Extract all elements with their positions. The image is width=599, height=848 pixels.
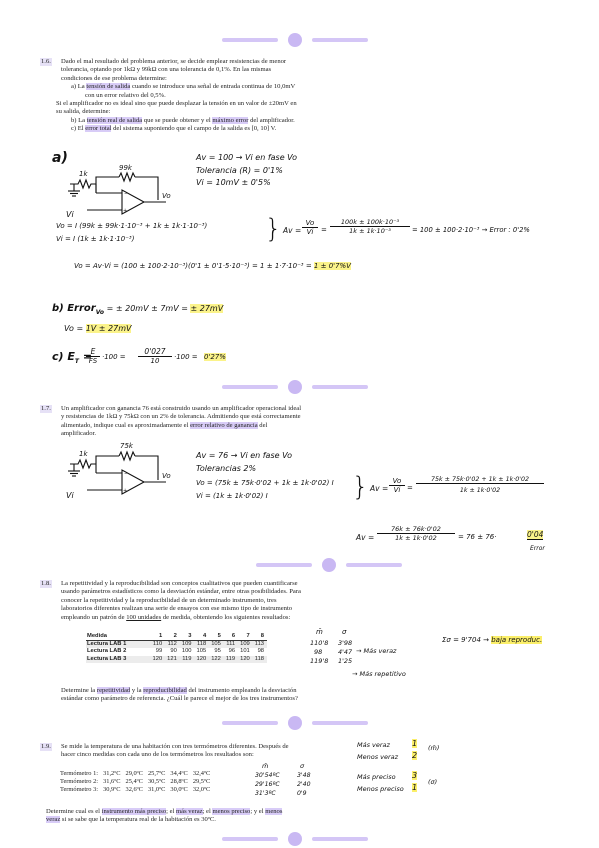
av2-fraction: 76k ± 76k·0'02 1k ± 1k·0'02 <box>377 525 455 542</box>
problem-text: conocer la repetitividad y la reproducibilidad de un determinado instrumento, tres <box>61 596 277 604</box>
resistor-label-75k: 75k <box>120 442 133 450</box>
note-more-repetitive: → Más repetitivo <box>352 670 406 678</box>
mean-lab3: 119'8 <box>310 657 329 665</box>
problem-note: su salida, determine: <box>56 108 111 116</box>
resistor-label-99k: 99k <box>119 164 132 172</box>
problem-text: amplificador. <box>61 430 96 438</box>
table-header-row: Medida 1 2 3 4 5 6 7 8 <box>86 633 267 641</box>
rank-label: Más veraz <box>357 741 390 749</box>
table-row: Lectura LAB 3 120 121 119 120 122 119 120 118 <box>86 656 267 663</box>
answer-b-vo: Vo = 1V ± 27mV <box>64 324 132 333</box>
answer-b: b) Error$_{Vo}$ = ± 20mV ± 7mV = ± 27mV <box>52 303 224 316</box>
measurement-table <box>86 633 267 663</box>
sigma-lab2: 4'47 <box>338 648 353 656</box>
question-b: b) La tensión real de salida que se puede obtener y el máximo error del amplificador. <box>71 116 295 124</box>
sigma-lab1: 3'98 <box>338 639 353 647</box>
rank-value: 1 <box>412 739 418 748</box>
mean-t1: 30'54ºC <box>255 772 280 779</box>
table-row: Termómetro 1: 31,2ºC 29,0ºC 25,7ºC 34,4ºC 32,4ºC <box>60 770 211 777</box>
equation-vi: Vi = I (1k ± 1k·1·10⁻³) <box>56 235 135 243</box>
note-tolerance: Tolerancia (R) = 0'1% <box>196 166 283 175</box>
problem-text: La repetitividad y la reproducibilidad son conceptos cualitativos que pueden cuantificarse <box>61 580 298 587</box>
av-fraction: Vo Vi <box>302 219 318 236</box>
sigma-t1: 3'48 <box>297 772 311 779</box>
problem-text: condiciones de ese problema determine: <box>61 74 167 82</box>
av-label: Av = <box>370 484 389 493</box>
question-c: c) El error total del sistema suponiendo que el campo de la salida es [0, 10] V. <box>71 125 277 133</box>
col-sigma-label: σ <box>342 628 347 636</box>
section-divider <box>222 33 372 47</box>
equation-vo: Vo = I (99k ± 99k·1·10⁻³ + 1k ± 1k·1·10⁻³) <box>56 222 208 230</box>
section-divider <box>256 558 406 572</box>
mean-t2: 29'16ºC <box>255 781 280 788</box>
label-vo: Vo <box>162 472 171 480</box>
equation-vo: Vo = (75k ± 75k·0'02 + 1k ± 1k·0'02) I <box>196 479 334 487</box>
brace: } <box>352 472 369 502</box>
label-vi: Vi <box>66 491 74 500</box>
label-vo: Vo <box>162 192 171 200</box>
col-sigma-label: σ <box>300 762 305 770</box>
note-tolerance: Tolerancias 2% <box>196 464 257 473</box>
note-more-truthful: → Más veraz <box>356 647 397 655</box>
question-a: a) La tensión de salida cuando se introduce una señal de entrada continua de 10,0mV <box>71 83 296 91</box>
rank-value: 3 <box>412 771 418 780</box>
section-divider <box>222 716 372 730</box>
svg-text:+: + <box>123 488 128 494</box>
mean-lab2: 98 <box>314 648 323 656</box>
problem-text: Se mide la temperatura de una habitación con tres termómetros diferentes. Después de <box>61 743 289 750</box>
section-divider <box>222 380 372 394</box>
av2-label: Av = <box>356 533 375 542</box>
opamp-circuit-diagram <box>62 160 172 222</box>
table-row: Termómetro 2: 31,6ºC 25,4ºC 30,5ºC 28,8ºC 29,5ºC <box>60 778 211 786</box>
note-mean: (m̄) <box>428 744 440 752</box>
problem-number: 1.9. <box>41 743 51 750</box>
av2-result: = 76 ± 76· <box>458 533 497 541</box>
problem-text: usando parámetros estadísticos como la desviación estándar, entre otras posibilidades. Para <box>61 588 301 596</box>
table-row: Lectura LAB 2 99 90 100 105 95 96 101 98 <box>87 648 265 655</box>
svg-text:+: + <box>123 208 128 214</box>
handwritten-label-a: a) <box>52 150 68 166</box>
resistor-label-1k: 1k <box>79 170 88 178</box>
problem-1-8-question: Determine la repetitividad y la reproducibilidad del instrumento empleando la desviación estándar como parámetro de referencia. ¿Cuál le parece el mejor de los tres instrumentos? <box>61 687 298 703</box>
vo-result-line: Vo = Av·Vi = (100 ± 100·2·10⁻³)(0'1 ± 0'1·5·10⁻³) = 1 ± 1·7·10⁻³ = 1 ± 0'7%V <box>74 262 351 270</box>
mean-t3: 31'3ºC <box>255 790 276 797</box>
svg-text:−: − <box>124 191 129 197</box>
col-mean-label: m̄ <box>262 762 269 770</box>
answer-c: c) $E_T$ = E FS ·100 = 0'027 10 ·100 = 0'27% <box>52 347 226 366</box>
label-vi: Vi <box>66 210 74 219</box>
rank-value: 1 <box>412 783 418 792</box>
question-a-cont: con un error relativo del 0,5%. <box>85 91 166 99</box>
table-row: Lectura LAB 1 110 112 109 118 105 111 109 113 <box>86 641 267 649</box>
av-big-fraction: 100k ± 100k·10⁻³ 1k ± 1k·10⁻³ <box>330 218 410 235</box>
gain-error-label: Error <box>530 545 545 552</box>
note-reproducibility: Σσ = 9'704 → baja reproduc. <box>442 636 543 644</box>
brace: } <box>265 214 282 244</box>
problem-note: Si el amplificador no es ideal sino que puede desplazar la tensión en un valor de ±20mV en <box>56 100 297 107</box>
sigma-t2: 2'40 <box>297 781 311 788</box>
rank-value: 2 <box>412 751 418 760</box>
problem-1-9-question: Determine cual es el instrumento más preciso; el más veraz; el menos preciso; y el menos veraz si se sabe que la temperatura real de la habitación es 30ºC. <box>46 808 283 824</box>
rank-label: Menos veraz <box>357 753 399 761</box>
note-av: Av = 76 → Vi en fase Vo <box>196 451 292 460</box>
equation-vi: Vi = (1k ± 1k·0'02) I <box>196 492 268 500</box>
rank-label: Más preciso <box>357 773 396 781</box>
av-result: = 100 ± 100·2·10⁻³ → Error : 0'2% <box>412 226 530 234</box>
problem-text: empleando un patrón de 100 unidades de medida, obteniendo los siguientes resultados: <box>61 613 291 621</box>
problem-text: y resistencias de 1kΩ y 75kΩ con un 2% de tolerancia. Admitiendo que está correctamente <box>61 413 301 421</box>
table-row: Termómetro 3: 30,9ºC 32,6ºC 31,0ºC 30,0ºC 32,0ºC <box>60 786 211 794</box>
problem-number: 1.7. <box>41 405 51 412</box>
problem-number: 1.8. <box>41 580 51 587</box>
problem-text: alimentado, indique cual es aproximadamente el error relativo de ganancia del <box>61 421 268 429</box>
note-av: Av = 100 → Vi en fase Vo <box>196 153 298 162</box>
problem-text: hacer cinco medidas con cada uno de los termómetros los resultados son: <box>61 751 254 759</box>
note-vi: Vi = 10mV ± 0'5% <box>196 178 271 187</box>
section-divider <box>222 832 372 846</box>
sigma-lab3: 1'25 <box>338 657 353 665</box>
resistor-label-1k: 1k <box>79 450 88 458</box>
opamp-circuit-diagram <box>62 438 172 504</box>
problem-number: 1.6. <box>41 58 51 65</box>
col-mean-label: m̄ <box>316 628 323 636</box>
av-fraction: Vo Vi <box>389 477 405 494</box>
problem-text: Dado el mal resultado del problema anterior, se decide emplear resistencias de menor <box>61 58 287 65</box>
problem-text: laboratorios diferentes realizan una serie de ensayos con ese mismo tipo de instrumento <box>61 605 293 613</box>
mean-lab1: 110'8 <box>310 639 329 647</box>
av-label: Av = <box>283 226 302 235</box>
thermometer-table <box>60 770 210 795</box>
sigma-t3: 0'9 <box>297 790 307 797</box>
problem-text: tolerancia, optando por 1kΩ y 99kΩ con una tolerancia de 0,1%. En las mismas <box>61 66 272 74</box>
note-sigma: (σ) <box>428 778 438 786</box>
gain-error-value: 0'04 <box>527 530 544 539</box>
svg-text:−: − <box>124 471 129 477</box>
av-big-fraction: 75k ± 75k·0'02 + 1k ± 1k·0'02 1k ± 1k·0'02 <box>416 476 544 494</box>
problem-text: Un amplificador con ganancia 76 está construido usando un amplificador operacional ideal <box>61 405 302 412</box>
rank-label: Menos preciso <box>357 785 404 793</box>
